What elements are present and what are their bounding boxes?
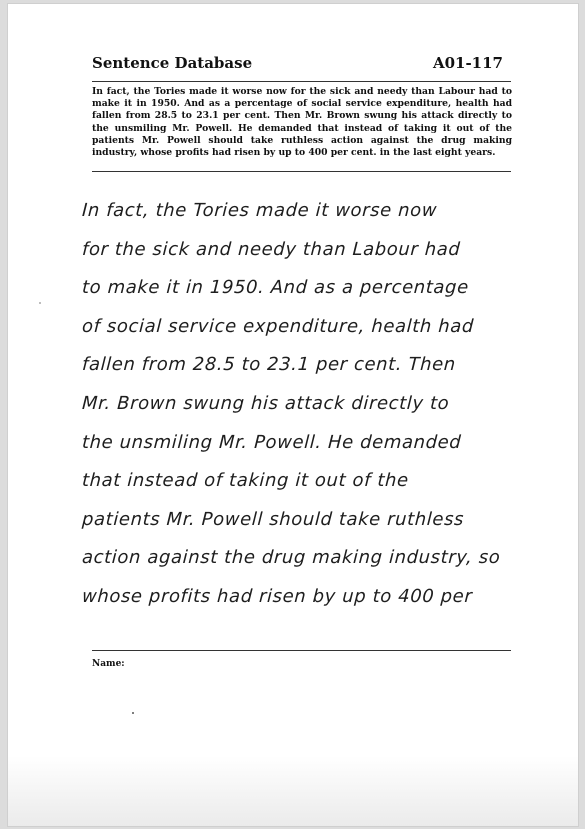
handwritten-line: Mr. Brown swung his attack directly to [81, 392, 450, 414]
bottom-divider [92, 650, 511, 651]
printed-sentence-text: In fact, the Tories made it worse now for the sick and needy than Labour had to make it in 1950. And as a percentage of social service expenditure, health had fallen from 28.5 to 23.1 per cent. Then Mr. Brown swung his attack directly to the unsmiling Mr. Powell. He demanded that instead of taking it out of the patients Mr. Powell should take ruthless action against the drug making industry, whose profits had risen by up to 400 per cent. in the last eight years. [92, 86, 512, 159]
handwritten-line: whose profits had risen by up to 400 per [81, 585, 473, 607]
handwritten-line: of social service expenditure, health had [81, 315, 475, 337]
handwritten-line: the unsmiling Mr. Powell. He demanded [81, 431, 462, 453]
handwritten-line: action against the drug making industry, so [81, 547, 501, 569]
top-divider [92, 81, 511, 82]
handwritten-line: In fact, the Tories made it worse now [81, 200, 438, 221]
form-title: Sentence Database [92, 54, 253, 72]
ink-speck [39, 302, 41, 304]
handwritten-line: patients Mr. Powell should take ruthless [81, 508, 465, 530]
page-shadow [8, 756, 578, 826]
form-page [8, 4, 578, 826]
handwritten-line: to make it in 1950. And as a percentage [81, 277, 470, 299]
handwritten-line: that instead of taking it out of the [81, 470, 410, 492]
handwritten-line: fallen from 28.5 to 23.1 per cent. Then [81, 354, 457, 376]
handwritten-line: for the sick and needy than Labour had [81, 238, 462, 260]
form-id: A01-117 [432, 54, 503, 72]
middle-divider [92, 171, 511, 172]
handwritten-text-block [82, 192, 582, 617]
name-label: Name: [92, 659, 125, 669]
ink-speck [132, 712, 134, 714]
